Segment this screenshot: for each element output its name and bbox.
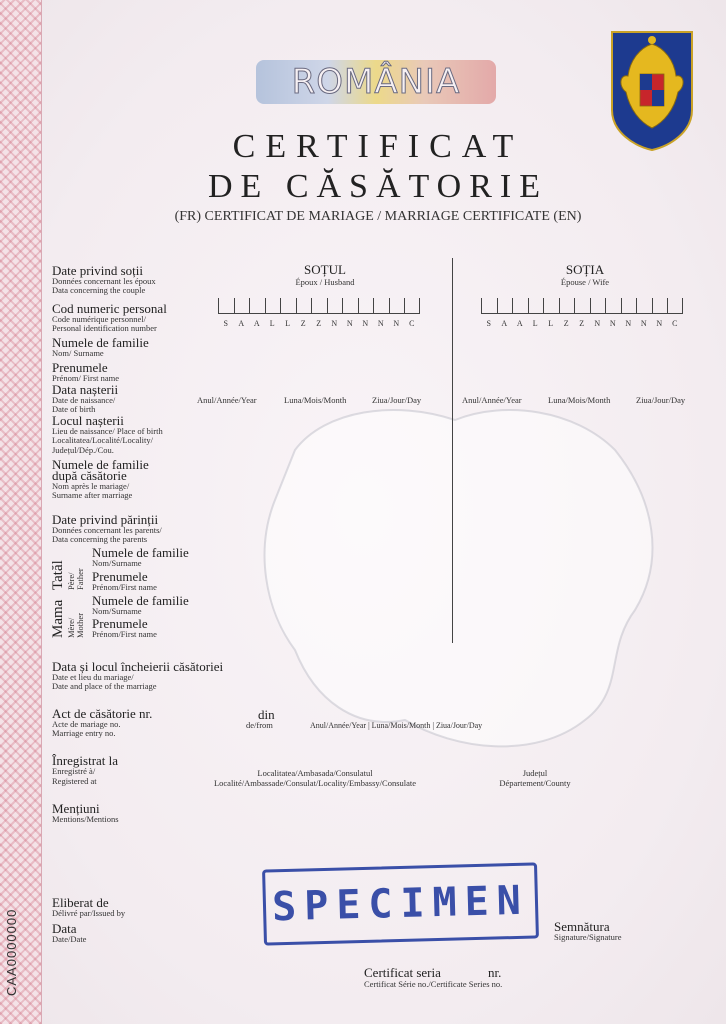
act-label-fr: Acte de mariage no.	[52, 719, 121, 729]
cnp-format-letter: Z	[563, 319, 569, 328]
date-sub: Date/Date	[52, 934, 87, 944]
father-label: Tatăl	[50, 560, 66, 590]
signature-label: Semnătura	[554, 919, 610, 934]
cnp-format-letter: N	[625, 319, 632, 328]
birth-place-label: Locul nașterii	[52, 413, 124, 428]
cnp-digit-cell[interactable]	[512, 298, 528, 314]
map-watermark	[255, 390, 675, 770]
cnp-format-letter: L	[269, 319, 275, 328]
cnp-format-letter: N	[362, 319, 369, 328]
cnp-digit-cell[interactable]	[559, 298, 575, 314]
cnp-digit-cell[interactable]	[280, 298, 296, 314]
wife-heading: SOȚIA	[565, 262, 605, 277]
cnp-digit-cell[interactable]	[373, 298, 389, 314]
father-surname-sub: Nom/Surname	[92, 558, 142, 568]
mother-label: Mama	[50, 599, 66, 638]
cnp-format-letter: L	[285, 319, 291, 328]
cnp-format-letter: N	[609, 319, 616, 328]
act-din-sub: de/from	[246, 720, 273, 730]
father-surname-label: Numele de familie	[92, 545, 189, 560]
act-date-format: Anul/Année/Year | Luna/Mois/Month | Ziua/Jour/Day	[310, 721, 483, 730]
birth-date-label: Data nașterii	[52, 382, 119, 397]
marriage-label-en: Date and place of the marriage	[52, 681, 157, 691]
cnp-digit-cell[interactable]	[652, 298, 668, 314]
cnp-digit-cell[interactable]	[543, 298, 559, 314]
surname-after-label2: după căsătorie	[52, 468, 127, 483]
cnp-format-letter: A	[501, 319, 508, 328]
spouses-section-label: Date privind soții	[52, 263, 143, 278]
cnp-format-letter: C	[672, 319, 678, 328]
father-first-name-label: Prenumele	[92, 569, 148, 584]
cnp-format-letter: Z	[579, 319, 585, 328]
country-banner	[256, 60, 496, 104]
mentions-label: Mențiuni	[52, 801, 100, 816]
document-subtitle: (FR) CERTIFICAT DE MARIAGE / MARRIAGE CERTIFICATE (EN)	[174, 209, 582, 224]
spouses-section-label-fr: Données concernant les époux	[52, 276, 156, 286]
mother-surname-sub: Nom/Surname	[92, 606, 142, 616]
document-title-line2: DE CĂSĂTORIE	[208, 168, 548, 205]
cnp-digit-cell[interactable]	[265, 298, 281, 314]
cnp-digit-cell[interactable]	[590, 298, 606, 314]
cnp-digit-cell[interactable]	[218, 298, 234, 314]
father-sub1: Père/	[66, 572, 76, 590]
cnp-digit-cell[interactable]	[404, 298, 420, 314]
cnp-format-letter: S	[223, 319, 228, 328]
cnp-digit-cell[interactable]	[605, 298, 621, 314]
surname-after-en: Surname after marriage	[52, 490, 133, 500]
husband-birth-year: Anul/Année/Year	[197, 395, 257, 405]
date-label: Data	[52, 921, 77, 936]
cnp-label-fr: Code numérique personnel/	[52, 314, 146, 324]
specimen-stamp	[262, 862, 539, 945]
series-label: Certificat seria	[364, 965, 441, 980]
cnp-format-letter: A	[516, 319, 523, 328]
cnp-format-letter: A	[238, 319, 245, 328]
act-label: Act de căsătorie nr.	[52, 706, 153, 721]
cnp-format-letter: N	[346, 319, 353, 328]
cnp-digit-cell[interactable]	[358, 298, 374, 314]
specimen-stamp-text: SPECIMEN	[271, 877, 530, 931]
cnp-digit-cell[interactable]	[327, 298, 343, 314]
cnp-digit-cell[interactable]	[528, 298, 544, 314]
cnp-format-letter: N	[377, 319, 384, 328]
wife-birth-month: Luna/Mois/Month	[548, 395, 611, 405]
parents-section-label: Date privind părinții	[52, 512, 159, 527]
registered-label-en: Registered at	[52, 776, 97, 786]
registered-locality-en: Localité/Ambassade/Consulat/Locality/Embassy/Consulate	[213, 778, 417, 788]
mother-first-name-label: Prenumele	[92, 616, 148, 631]
cnp-format-letter: Z	[300, 319, 306, 328]
series-sub: Certificat Série no./Certificate Series no.	[364, 979, 503, 989]
cnp-format-letter: C	[409, 319, 415, 328]
surname-after-fr: Nom après le mariage/	[52, 481, 130, 491]
cnp-format-letter: N	[640, 319, 647, 328]
mother-sub1: Mère/	[66, 617, 76, 638]
parents-section-en: Data concerning the parents	[52, 534, 148, 544]
cnp-label: Cod numeric personal	[52, 301, 167, 316]
birth-place-l1: Lieu de naissance/ Place of birth	[52, 426, 163, 436]
signature-sub: Signature/Signature	[554, 932, 622, 942]
cnp-format-letter: A	[253, 319, 260, 328]
cnp-grid-wife[interactable]	[481, 298, 683, 314]
birth-place-l3: Județul/Dép./Cou.	[52, 445, 114, 455]
registered-county-en: Département/County	[499, 778, 571, 788]
cnp-format-letter: N	[594, 319, 601, 328]
issued-sub: Délivré par/Issued by	[52, 908, 126, 918]
cnp-format-letter: N	[393, 319, 400, 328]
serial-number: CAA0000000	[4, 908, 19, 996]
cnp-digit-cell[interactable]	[621, 298, 637, 314]
cnp-format-letter: L	[532, 319, 538, 328]
cnp-format-wife	[481, 319, 683, 328]
cnp-digit-cell[interactable]	[311, 298, 327, 314]
mentions-sub: Mentions/Mentions	[52, 814, 119, 824]
birth-date-fr: Date de naissance/	[52, 395, 116, 405]
cnp-digit-cell[interactable]	[249, 298, 265, 314]
husband-heading: SOȚUL	[304, 262, 346, 277]
spouses-section-label-en: Data concerning the couple	[52, 285, 146, 295]
first-name-label: Prenumele	[52, 360, 108, 375]
document-title-line1: CERTIFICAT	[232, 128, 524, 165]
mother-sub2: Mother	[75, 612, 85, 638]
registered-label: Înregistrat la	[52, 753, 119, 768]
birth-place-l2: Localitatea/Localité/Locality/	[52, 435, 154, 445]
husband-birth-month: Luna/Mois/Month	[284, 395, 347, 405]
series-nr-label: nr.	[488, 965, 502, 980]
cnp-digit-cell[interactable]	[296, 298, 312, 314]
registered-label-fr: Enregistré à/	[52, 766, 96, 776]
birth-date-en: Date of birth	[52, 404, 96, 414]
cnp-format-letter: N	[656, 319, 663, 328]
surname-after-label1: Numele de familie	[52, 457, 149, 472]
registered-county-ro: Județul	[522, 768, 548, 778]
cnp-grid-husband[interactable]	[218, 298, 420, 314]
cnp-format-letter: Z	[316, 319, 322, 328]
cnp-format-letter: S	[486, 319, 491, 328]
wife-subheading: Épouse / Wife	[560, 277, 610, 287]
cnp-format-letter: L	[548, 319, 554, 328]
cnp-digit-cell[interactable]	[574, 298, 590, 314]
cnp-label-en: Personal identification number	[52, 323, 157, 333]
mother-first-name-sub: Prénom/First name	[92, 629, 157, 639]
husband-subheading: Époux / Husband	[295, 277, 355, 287]
cnp-digit-cell[interactable]	[389, 298, 405, 314]
parents-section-fr: Données concernant les parents/	[52, 525, 162, 535]
cnp-digit-cell[interactable]	[636, 298, 652, 314]
cnp-format-husband	[218, 319, 420, 328]
marriage-label-fr: Date et lieu du mariage/	[52, 672, 134, 682]
cnp-digit-cell[interactable]	[481, 298, 497, 314]
registered-locality-ro: Localitatea/Ambasada/Consulatul	[257, 768, 373, 778]
mother-surname-label: Numele de familie	[92, 593, 189, 608]
first-name-sub: Prénom/ First name	[52, 373, 120, 383]
country-name: ROMÂNIA	[291, 62, 461, 102]
wife-birth-day: Ziua/Jour/Day	[636, 395, 686, 405]
cnp-digit-cell[interactable]	[667, 298, 683, 314]
father-first-name-sub: Prénom/First name	[92, 582, 157, 592]
marriage-label: Data și locul încheierii căsătoriei	[52, 659, 224, 674]
act-din-label: din	[258, 707, 275, 722]
father-sub2: Father	[75, 568, 85, 590]
column-divider	[452, 258, 453, 643]
husband-birth-day: Ziua/Jour/Day	[372, 395, 422, 405]
cnp-digit-cell[interactable]	[497, 298, 513, 314]
issued-label: Eliberat de	[52, 895, 109, 910]
cnp-digit-cell[interactable]	[234, 298, 250, 314]
act-label-en: Marriage entry no.	[52, 728, 116, 738]
surname-sub: Nom/ Surname	[52, 348, 104, 358]
cnp-format-letter: N	[331, 319, 338, 328]
cnp-digit-cell[interactable]	[342, 298, 358, 314]
surname-label: Numele de familie	[52, 335, 149, 350]
wife-birth-year: Anul/Année/Year	[462, 395, 522, 405]
